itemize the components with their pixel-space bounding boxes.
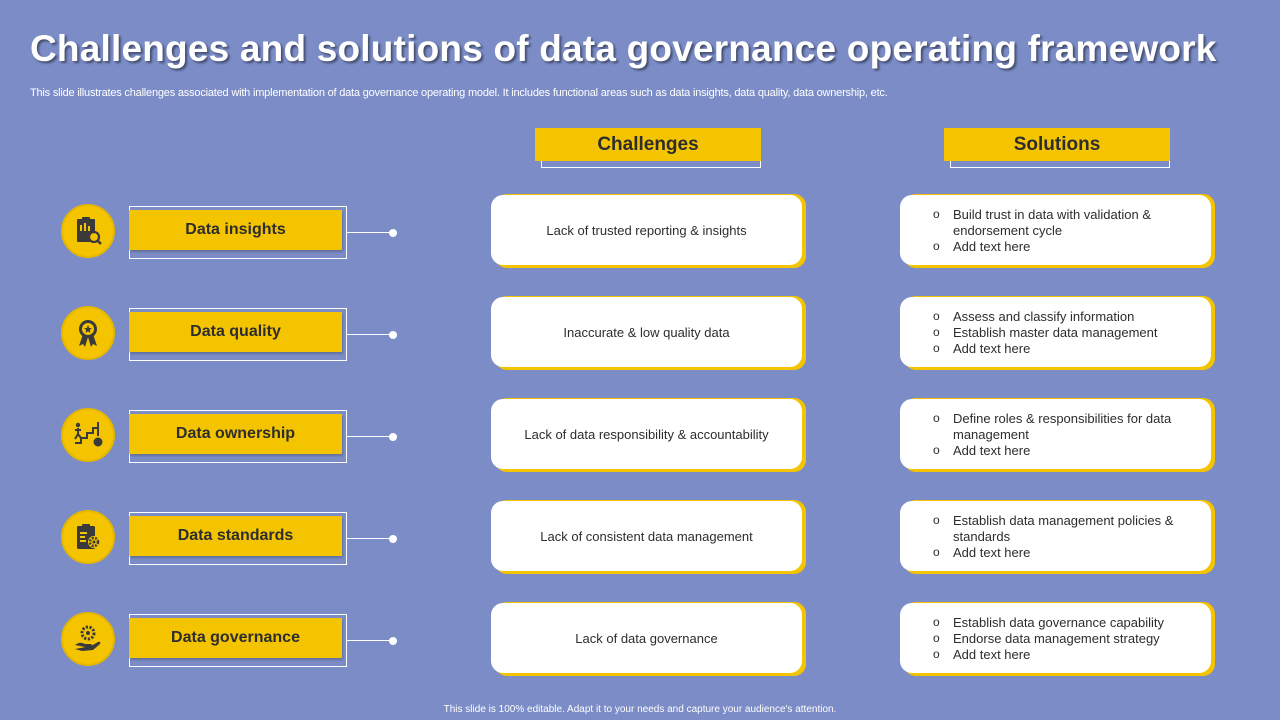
- row-label: Data insights: [129, 210, 342, 250]
- solution-item: o Add text here: [933, 545, 1191, 561]
- challenge-text: Lack of data responsibility & accountability: [524, 426, 769, 442]
- challenges-header: [535, 128, 763, 168]
- clipboard-gear-icon: [61, 510, 115, 564]
- solution-item: o Add text here: [933, 239, 1191, 255]
- row-label: Data quality: [129, 312, 342, 352]
- footer-note: This slide is 100% editable. Adapt it to your needs and capture your audience's attention.: [443, 704, 837, 715]
- challenges-header-label: Challenges: [535, 128, 761, 161]
- award-badge-icon: [61, 306, 115, 360]
- climbing-stairs-icon: [61, 408, 115, 462]
- solution-item: o Endorse data management strategy: [933, 631, 1191, 647]
- solution-card: [900, 297, 1211, 367]
- solution-item: o Add text here: [933, 443, 1191, 459]
- solutions-header: [944, 128, 1172, 168]
- row-label: Data standards: [129, 516, 342, 556]
- row-label: Data ownership: [129, 414, 342, 454]
- solution-item: o Establish master data management: [933, 325, 1191, 341]
- solution-item: o Add text here: [933, 341, 1191, 357]
- challenge-card: [491, 297, 802, 367]
- solution-card: [900, 399, 1211, 469]
- row-data-governance: [0, 608, 1280, 688]
- solution-item: o Build trust in data with validation & endorsement cycle: [933, 207, 1191, 239]
- row-data-insights: [0, 200, 1280, 280]
- report-magnifier-icon: [61, 204, 115, 258]
- solution-card: [900, 195, 1211, 265]
- solution-item: o Add text here: [933, 647, 1191, 663]
- solution-card: [900, 501, 1211, 571]
- solutions-header-label: Solutions: [944, 128, 1170, 161]
- row-data-quality: [0, 302, 1280, 382]
- challenge-text: Inaccurate & low quality data: [563, 324, 730, 340]
- solution-item: o Assess and classify information: [933, 309, 1191, 325]
- challenge-text: Lack of consistent data management: [540, 528, 753, 544]
- challenge-card: [491, 501, 802, 571]
- solution-item: o Define roles & responsibilities for data management: [933, 411, 1191, 443]
- solution-card: [900, 603, 1211, 673]
- solution-item: o Establish data management policies & standards: [933, 513, 1191, 545]
- row-data-ownership: [0, 404, 1280, 484]
- challenge-card: [491, 399, 802, 469]
- challenge-text: Lack of trusted reporting & insights: [546, 222, 747, 238]
- challenge-text: Lack of data governance: [575, 630, 718, 646]
- row-label: Data governance: [129, 618, 342, 658]
- hand-gear-icon: [61, 612, 115, 666]
- row-data-standards: [0, 506, 1280, 586]
- page-subtitle: This slide illustrates challenges associated with implementation of data governance operating model. It includes functional areas such as data insights, data quality, data ownership, etc.: [30, 87, 888, 99]
- solution-item: o Establish data governance capability: [933, 615, 1191, 631]
- challenge-card: [491, 195, 802, 265]
- page-title: Challenges and solutions of data governance operating framework: [30, 28, 1217, 69]
- challenge-card: [491, 603, 802, 673]
